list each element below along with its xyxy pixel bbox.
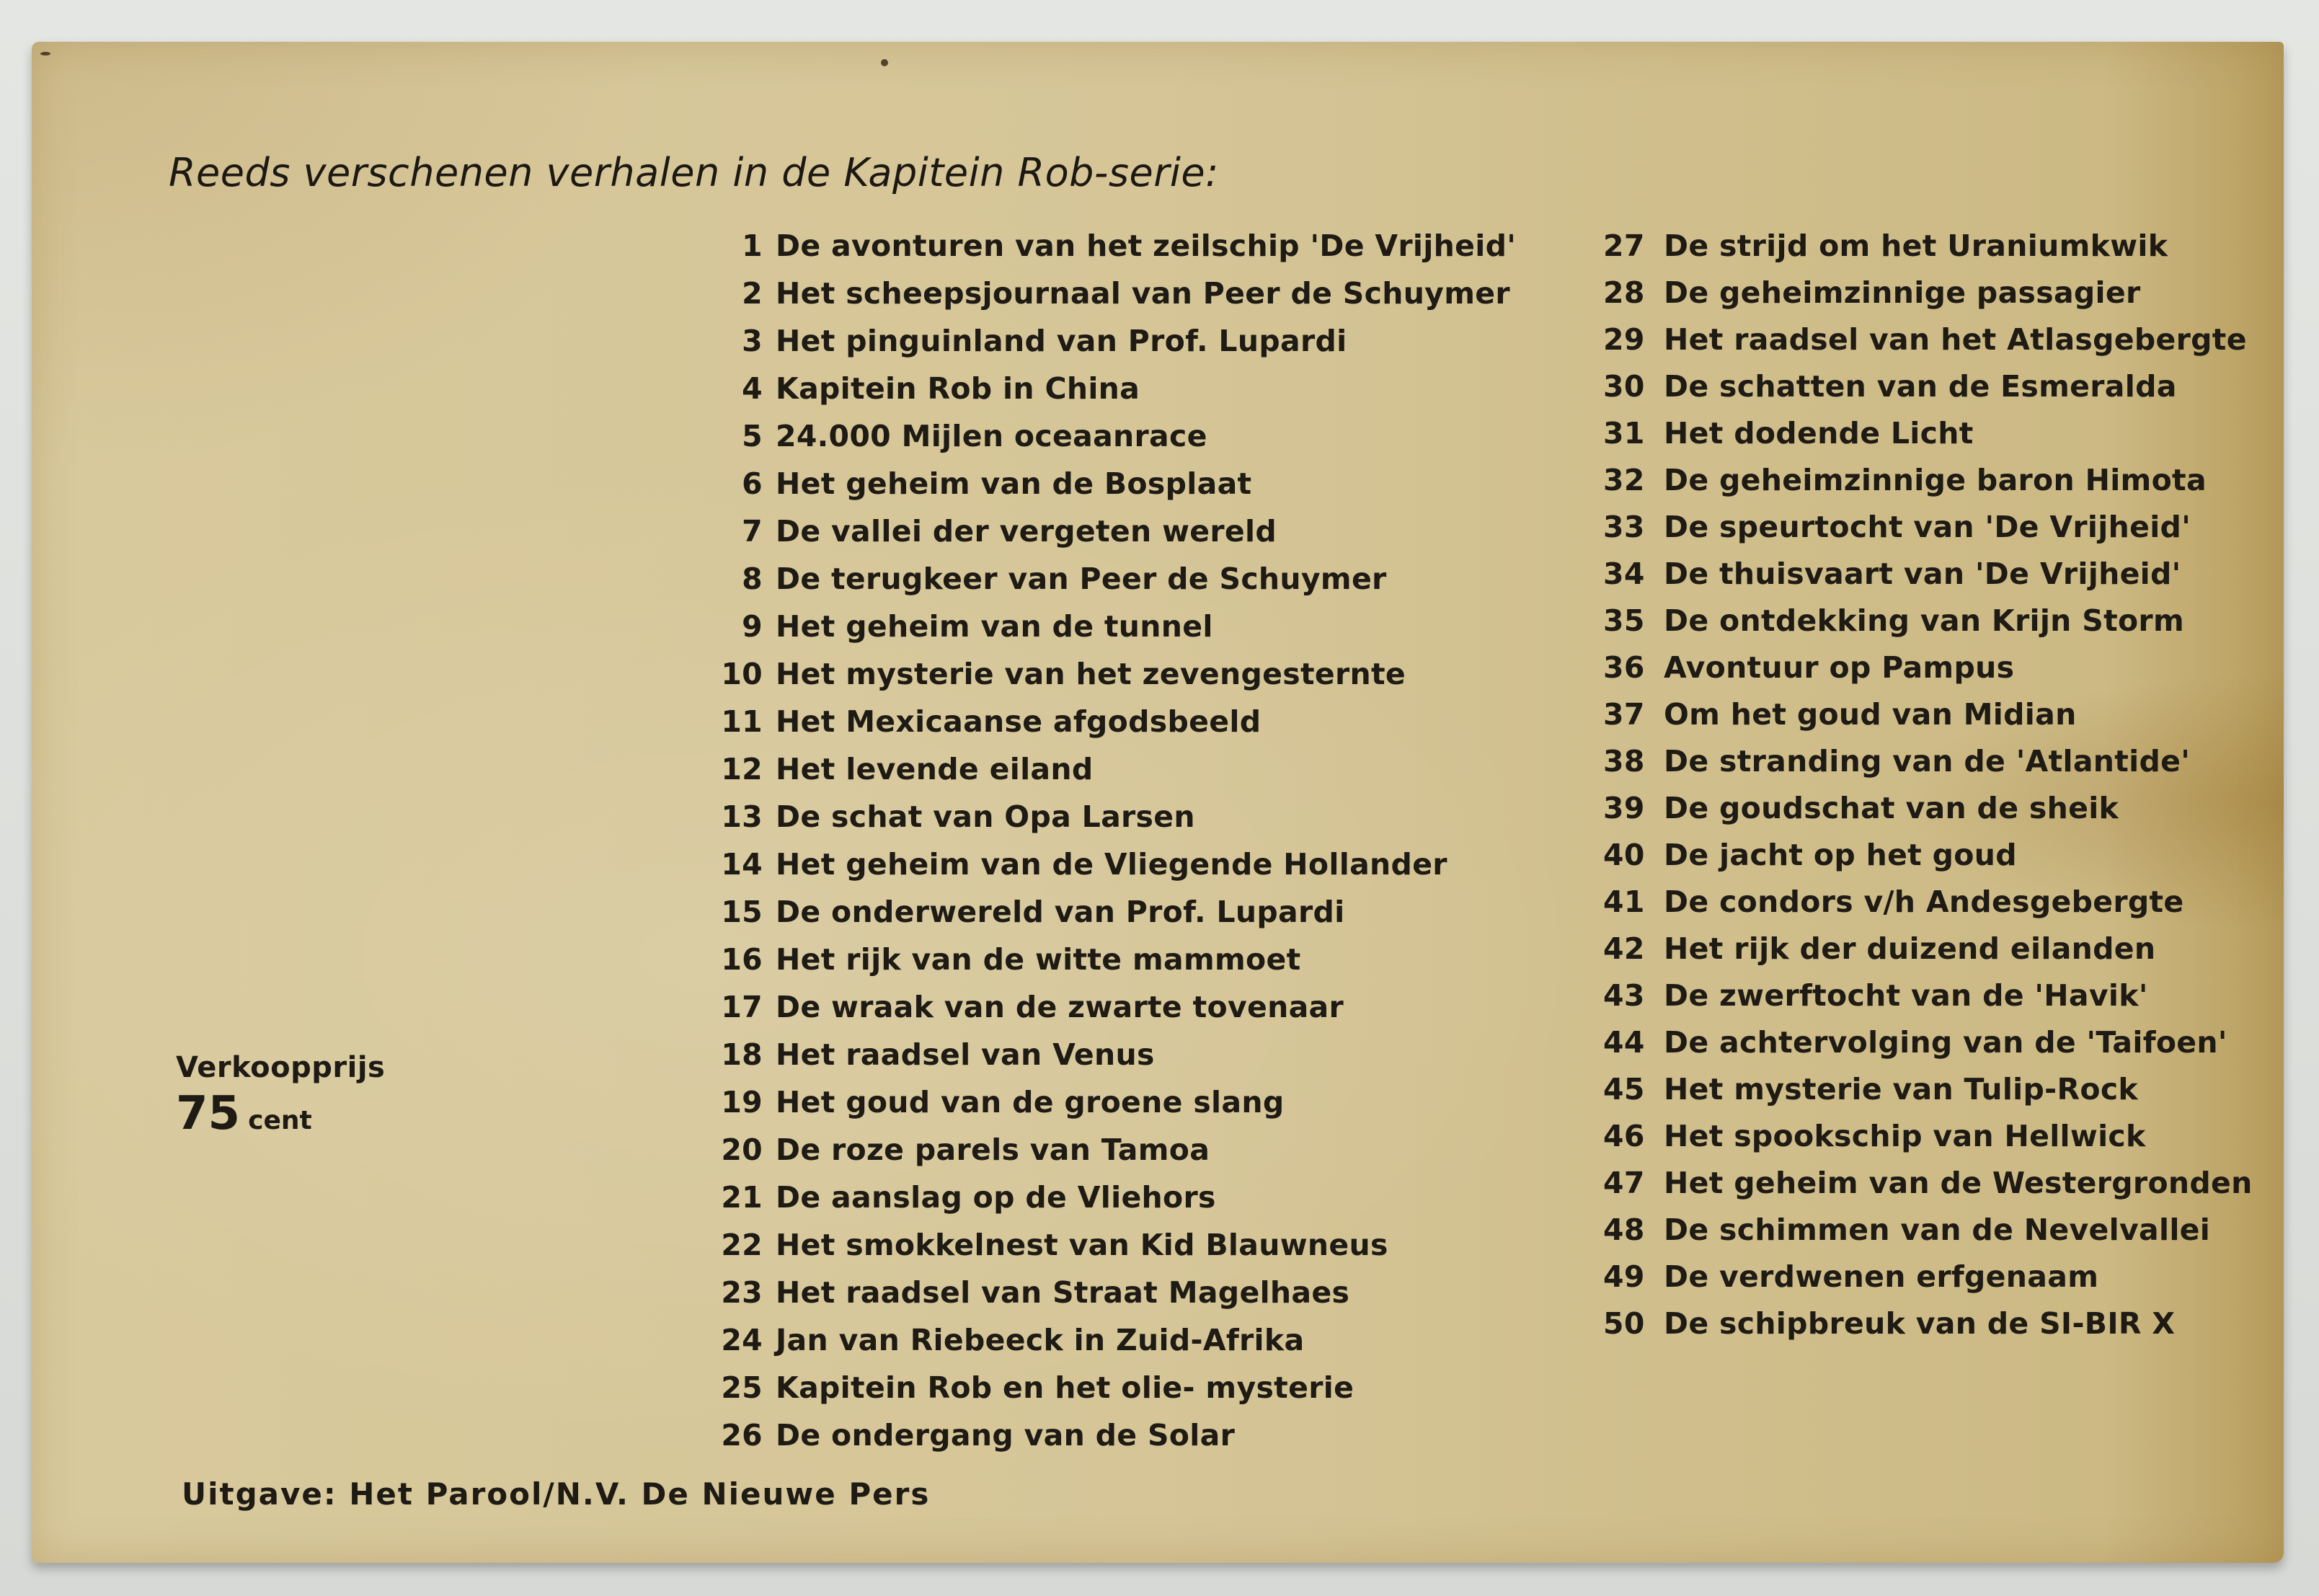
title-list-item [709, 888, 1516, 936]
title-text: Het pinguinland van Prof. Lupardi [776, 324, 1347, 358]
title-list-item [1603, 644, 2253, 691]
title-text: De jacht op het goud [1664, 837, 2017, 872]
paper-speck [40, 52, 50, 56]
title-text: De roze parels van Tamoa [776, 1132, 1210, 1167]
title-text: Het raadsel van Venus [776, 1037, 1155, 1072]
title-list-item [1603, 691, 2253, 737]
title-text: Het geheim van de Bosplaat [776, 466, 1252, 501]
title-number: 3 [742, 324, 763, 358]
title-number: 7 [742, 514, 763, 549]
title-text: De schipbreuk van de SI-BIR X [1664, 1305, 2176, 1341]
title-list-item [709, 603, 1516, 650]
title-number: 40 [1603, 837, 1645, 872]
title-list-item [709, 650, 1516, 698]
title-number: 47 [1603, 1165, 1645, 1200]
title-number: 9 [742, 609, 763, 644]
title-list-item [1603, 737, 2253, 784]
title-text: De onderwereld van Prof. Lupardi [776, 895, 1345, 929]
title-number: 25 [721, 1370, 763, 1405]
title-number: 32 [1603, 462, 1645, 497]
title-number: 37 [1603, 696, 1645, 732]
title-number: 18 [721, 1037, 763, 1072]
title-text: Het Mexicaanse afgodsbeeld [776, 704, 1262, 739]
title-number: 15 [721, 895, 763, 929]
title-list-item [1603, 878, 2253, 925]
title-text: Avontuur op Pampus [1664, 650, 2015, 685]
title-number: 6 [742, 466, 763, 501]
title-text: De wraak van de zwarte tovenaar [776, 990, 1344, 1024]
book-back-cover [32, 42, 2284, 1563]
title-text: De schat van Opa Larsen [776, 799, 1195, 834]
title-text: De thuisvaart van 'De Vrijheid' [1664, 556, 2181, 591]
title-list-item [709, 793, 1516, 841]
title-number: 31 [1603, 415, 1645, 451]
title-list-item [1603, 363, 2253, 409]
title-text: Het spookschip van Hellwick [1664, 1118, 2146, 1153]
title-number: 4 [742, 371, 763, 406]
title-list-item [709, 460, 1516, 507]
title-text: 24.000 Mijlen oceaanrace [776, 419, 1207, 453]
title-list-item [1603, 1159, 2253, 1206]
series-heading: Reeds verschenen verhalen in de Kapitein Rob-serie: [169, 150, 1219, 195]
title-list-item [709, 936, 1516, 983]
title-text: Het mysterie van Tulip-Rock [1664, 1071, 2138, 1107]
title-number: 43 [1603, 977, 1645, 1013]
title-list-item [709, 841, 1516, 888]
title-list-item [709, 698, 1516, 745]
title-number: 12 [721, 752, 763, 786]
title-list-item [709, 1269, 1516, 1316]
price-amount: 75 [176, 1087, 241, 1140]
title-number: 23 [721, 1275, 763, 1310]
title-text: Het geheim van de Westergronden [1664, 1165, 2253, 1200]
title-text: Om het goud van Midian [1664, 696, 2077, 732]
title-text: De speurtocht van 'De Vrijheid' [1664, 509, 2191, 544]
title-list-item [1603, 597, 2253, 644]
title-list-item [1603, 784, 2253, 831]
title-number: 39 [1603, 790, 1645, 825]
title-list-item [709, 1411, 1516, 1459]
title-list-item [1603, 456, 2253, 503]
title-list-item [1603, 1019, 2253, 1065]
title-number: 16 [721, 942, 763, 977]
price-unit: cent [248, 1106, 312, 1135]
title-list-item [709, 983, 1516, 1031]
title-text: Kapitein Rob in China [776, 371, 1140, 406]
title-list-item [709, 222, 1516, 270]
title-text: Het smokkelnest van Kid Blauwneus [776, 1228, 1388, 1262]
title-text: Het rijk der duizend eilanden [1664, 931, 2156, 966]
title-list-item [1603, 831, 2253, 878]
title-list-item [1603, 1206, 2253, 1253]
title-text: De ontdekking van Krijn Storm [1664, 603, 2184, 638]
title-number: 24 [721, 1323, 763, 1357]
title-number: 1 [742, 229, 763, 263]
title-list-item [709, 745, 1516, 793]
title-list-item [1603, 550, 2253, 597]
title-number: 13 [721, 799, 763, 834]
title-list-item [709, 412, 1516, 460]
title-text: De aanslag op de Vliehors [776, 1180, 1216, 1215]
title-number: 30 [1603, 368, 1645, 404]
title-list-item [709, 1221, 1516, 1269]
title-number: 8 [742, 562, 763, 596]
title-number: 28 [1603, 275, 1645, 310]
title-text: Het scheepsjournaal van Peer de Schuymer [776, 276, 1510, 311]
title-number: 42 [1603, 931, 1645, 966]
title-number: 27 [1603, 228, 1645, 263]
title-text: De terugkeer van Peer de Schuymer [776, 562, 1387, 596]
title-list-item [709, 1316, 1516, 1364]
title-list-item [1603, 1253, 2253, 1300]
title-number: 45 [1603, 1071, 1645, 1107]
title-list-item [1603, 1065, 2253, 1112]
title-text: De schimmen van de Nevelvallei [1664, 1212, 2211, 1247]
title-text: Het goud van de groene slang [776, 1085, 1285, 1120]
title-list-item [1603, 409, 2253, 456]
title-list-item [709, 365, 1516, 412]
title-number: 50 [1603, 1305, 1645, 1341]
title-number: 2 [742, 276, 763, 311]
title-list-item [1603, 316, 2253, 363]
title-text: Jan van Riebeeck in Zuid-Afrika [776, 1323, 1305, 1357]
title-list-item [709, 1031, 1516, 1078]
title-list-item [709, 1078, 1516, 1126]
title-list-item [709, 317, 1516, 365]
title-text: Het dodende Licht [1664, 415, 1974, 451]
paper-speck [881, 59, 888, 66]
title-number: 35 [1603, 603, 1645, 638]
title-text: Het mysterie van het zevengesternte [776, 657, 1406, 691]
title-list-item [709, 1364, 1516, 1411]
title-text: Het geheim van de Vliegende Hollander [776, 847, 1447, 882]
title-number: 19 [721, 1085, 763, 1120]
title-text: De vallei der vergeten wereld [776, 514, 1277, 549]
title-number: 36 [1603, 650, 1645, 685]
title-list-item [1603, 222, 2253, 269]
title-number: 49 [1603, 1259, 1645, 1294]
price-block [176, 1051, 385, 1140]
title-text: De avonturen van het zeilschip 'De Vrijheid' [776, 229, 1517, 263]
title-list-item [709, 555, 1516, 603]
title-text: Het rijk van de witte mammoet [776, 942, 1301, 977]
title-text: De stranding van de 'Atlantide' [1664, 743, 2191, 779]
title-number: 14 [721, 847, 763, 882]
title-number: 38 [1603, 743, 1645, 779]
title-text: Het geheim van de tunnel [776, 609, 1213, 644]
price-label: Verkoopprijs [176, 1051, 386, 1084]
title-list-item [1603, 503, 2253, 550]
title-list-left [709, 222, 1516, 1459]
title-number: 11 [721, 704, 763, 739]
title-text: Kapitein Rob en het olie- mysterie [776, 1370, 1354, 1405]
title-list-item [709, 1126, 1516, 1174]
title-text: De zwerftocht van de 'Havik' [1664, 977, 2148, 1013]
title-text: De schatten van de Esmeralda [1664, 368, 2177, 404]
title-number: 17 [721, 990, 763, 1024]
title-list-item [709, 270, 1516, 317]
title-text: Het levende eiland [776, 752, 1094, 786]
title-number: 46 [1603, 1118, 1645, 1153]
title-text: De geheimzinnige baron Himota [1664, 462, 2207, 497]
title-text: De geheimzinnige passagier [1664, 275, 2141, 310]
title-number: 20 [721, 1132, 763, 1167]
title-text: De ondergang van de Solar [776, 1418, 1236, 1453]
title-list-item [1603, 1300, 2253, 1347]
title-number: 21 [721, 1180, 763, 1215]
title-list-item [1603, 925, 2253, 972]
title-number: 41 [1603, 884, 1645, 919]
title-text: De condors v/h Andesgebergte [1664, 884, 2184, 919]
title-number: 22 [721, 1228, 763, 1262]
title-text: Het raadsel van het Atlasgebergte [1664, 322, 2247, 357]
title-list-item [1603, 1112, 2253, 1159]
title-text: Het raadsel van Straat Magelhaes [776, 1275, 1350, 1310]
title-list-item [1603, 269, 2253, 316]
title-number: 44 [1603, 1024, 1645, 1060]
title-text: De strijd om het Uraniumkwik [1664, 228, 2168, 263]
title-text: De goudschat van de sheik [1664, 790, 2119, 825]
title-list-item [1603, 972, 2253, 1019]
title-list-item [709, 507, 1516, 555]
title-number: 29 [1603, 322, 1645, 357]
title-text: De achtervolging van de 'Taifoen' [1664, 1024, 2227, 1060]
title-number: 33 [1603, 509, 1645, 544]
title-list-right [1603, 222, 2253, 1347]
title-number: 34 [1603, 556, 1645, 591]
title-number: 10 [721, 657, 763, 691]
title-text: De verdwenen erfgenaam [1664, 1259, 2099, 1294]
title-number: 48 [1603, 1212, 1645, 1247]
title-list-item [709, 1174, 1516, 1221]
publisher-line: Uitgave: Het Parool/N.V. De Nieuwe Pers [182, 1476, 931, 1512]
title-number: 5 [742, 419, 763, 453]
title-number: 26 [721, 1418, 763, 1453]
